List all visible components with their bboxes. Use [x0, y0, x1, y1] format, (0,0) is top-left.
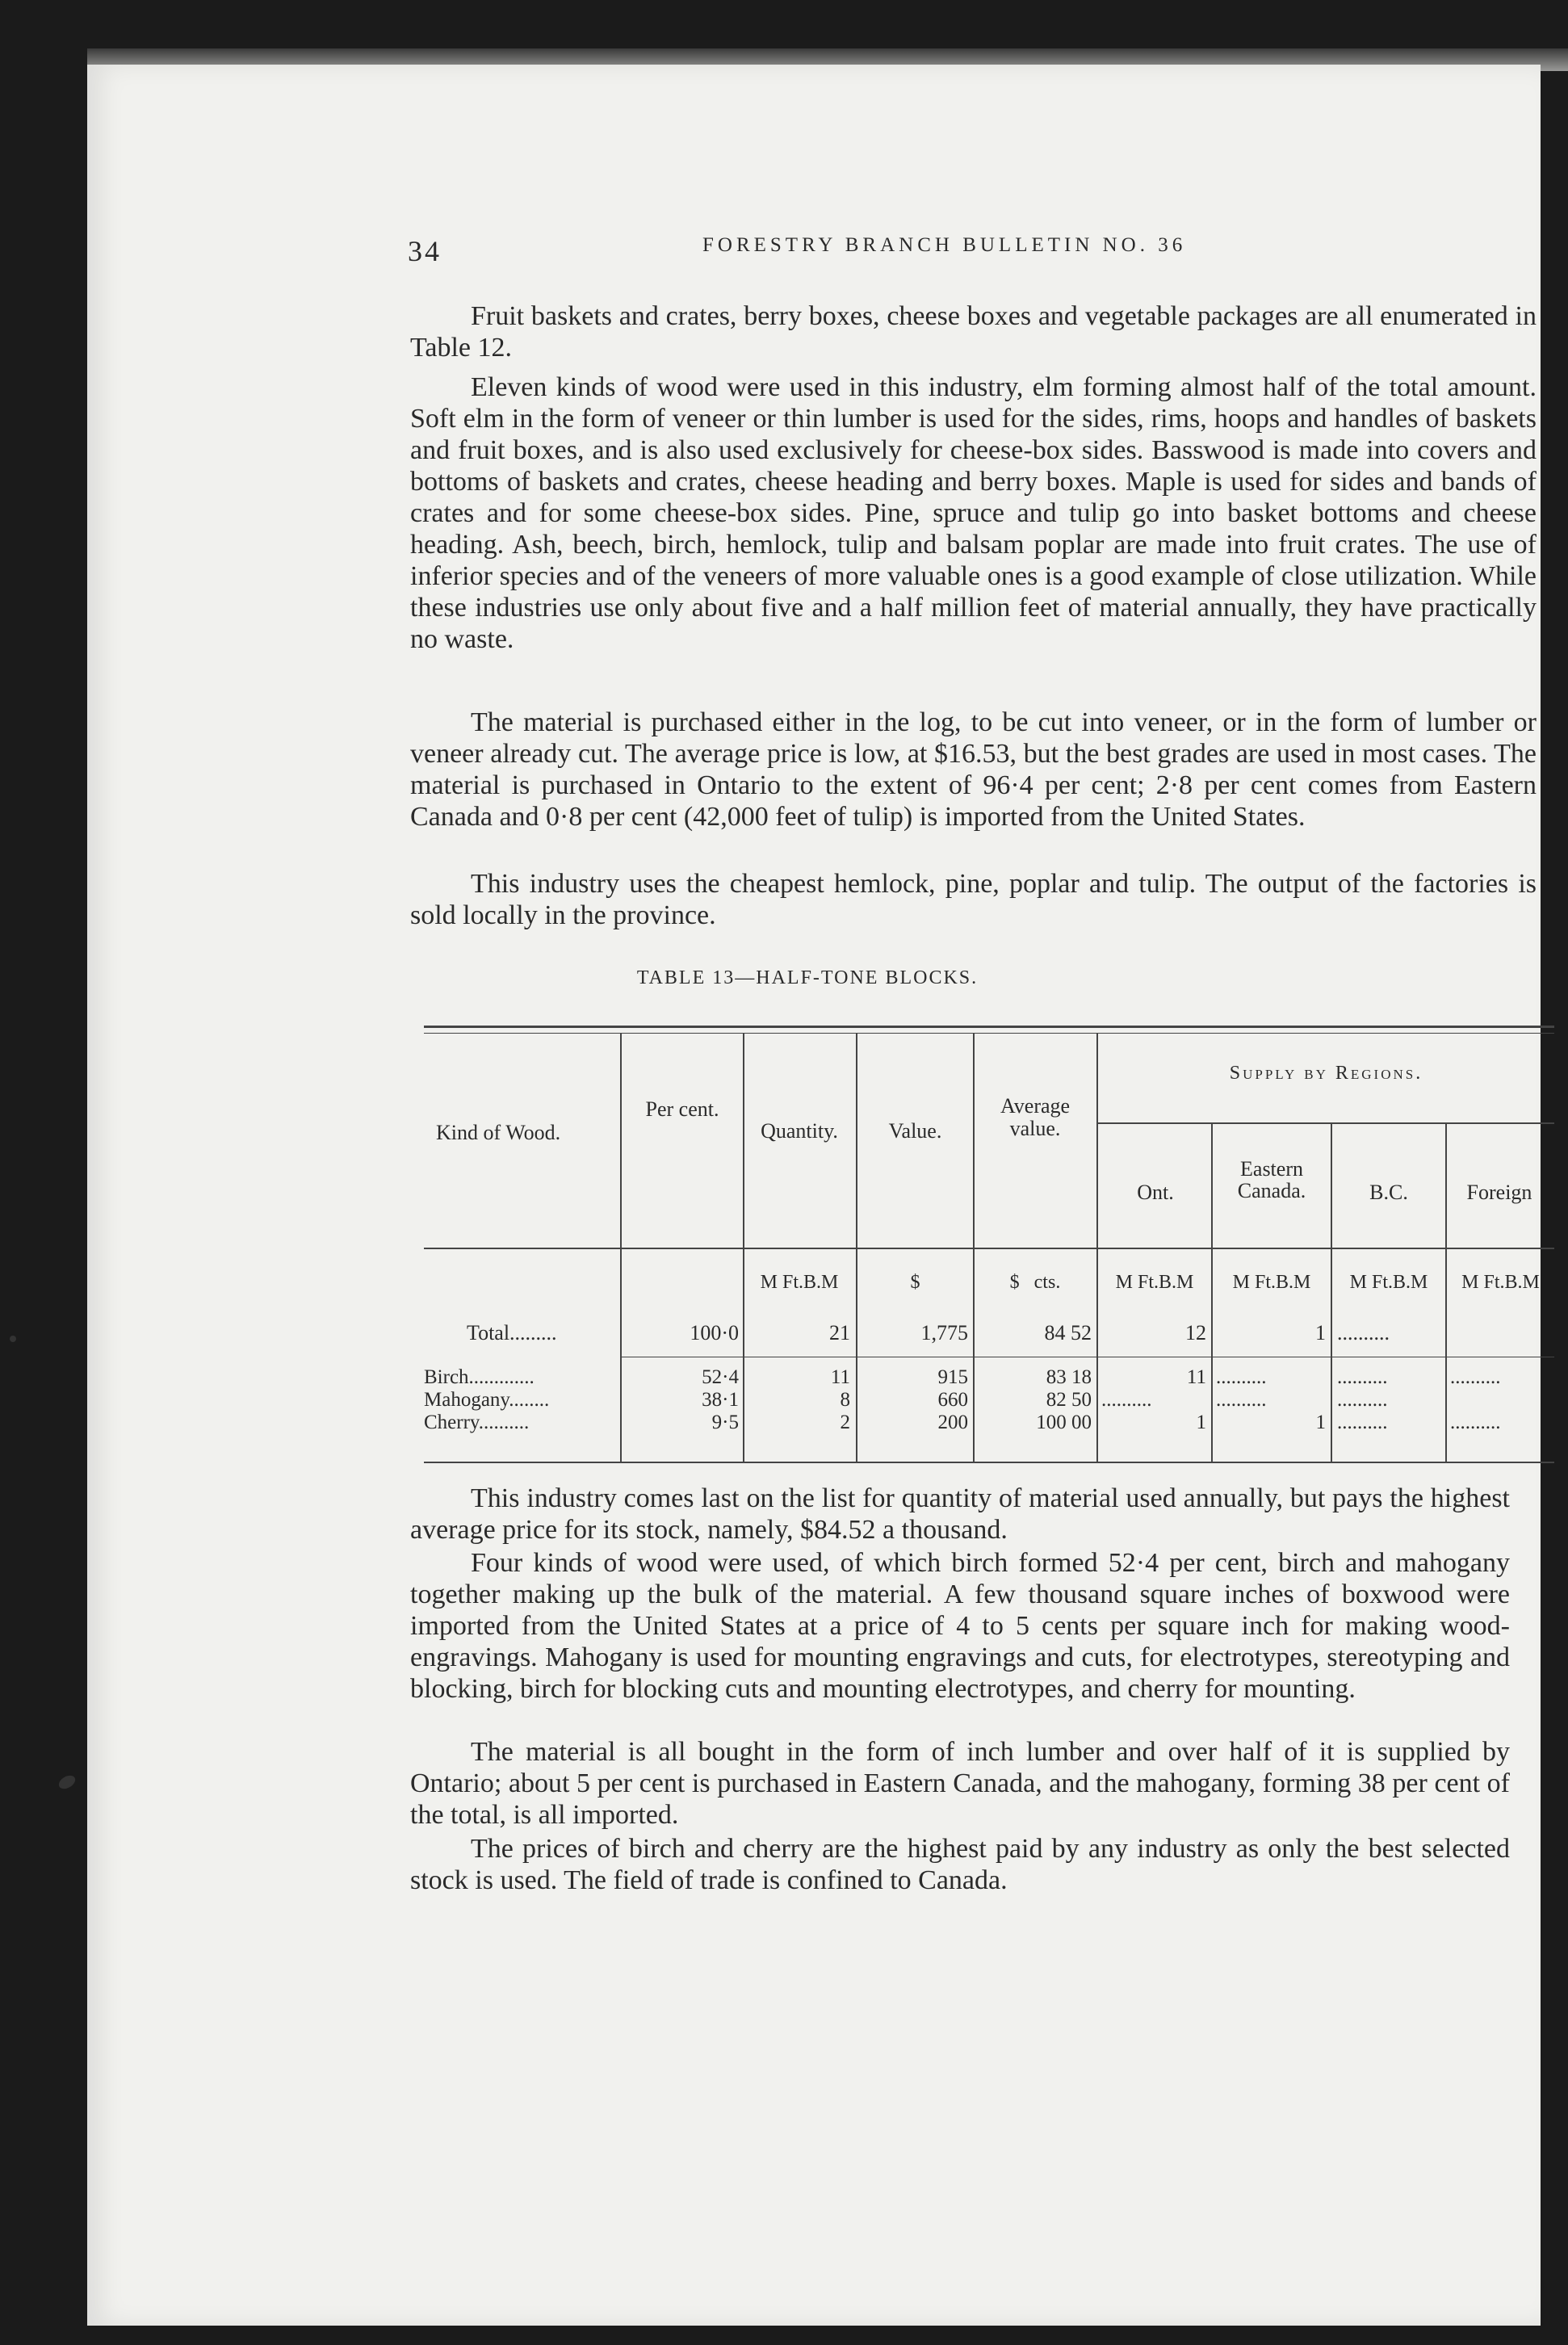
row-quantity: 8: [840, 1389, 850, 1411]
header-kind: Kind of Wood.: [436, 1121, 561, 1144]
header-supply-by-regions: Supply by Regions.: [1229, 1063, 1423, 1084]
row-value: 200: [937, 1412, 968, 1433]
total-value: 1,775: [920, 1321, 968, 1344]
row-eastern-canada: ..........: [1216, 1366, 1267, 1388]
row-ont: ..........: [1101, 1389, 1152, 1411]
scan-artifact: [10, 1336, 16, 1342]
header-quantity: Quantity.: [761, 1119, 838, 1143]
table-title: TABLE 13—HALF-TONE BLOCKS.: [636, 967, 979, 988]
total-per-cent: 100·0: [690, 1321, 739, 1344]
row-value: 660: [937, 1389, 968, 1411]
row-per-cent: 52·4: [702, 1366, 739, 1388]
row-average-value: 100 00: [1036, 1412, 1092, 1433]
header-eastern-canada: Eastern Canada.: [1237, 1157, 1306, 1202]
row-bc: ..........: [1337, 1412, 1388, 1433]
unit-eastern-canada: M Ft.B.M: [1232, 1272, 1311, 1293]
row-kind: Birch.............: [424, 1366, 535, 1388]
row-ont: 1: [1196, 1412, 1206, 1433]
unit-ont: M Ft.B.M: [1115, 1272, 1194, 1293]
row-ont: 11: [1186, 1366, 1206, 1388]
paragraph: The material is purchased either in the log, to be cut into veneer, or in the form of lumber or veneer already cut. The average price is low, at $16.53, but the best grades are used in most cases. The material is purchased in Ontario to the extent of 96·4 per cent; 2·8 per cent comes from Eastern Canada and 0·8 per cent (42,000 feet of tulip) is imported from the United States.: [410, 707, 1537, 832]
total-label: Total.........: [467, 1321, 557, 1344]
row-average-value: 83 18: [1046, 1366, 1092, 1388]
row-foreign: ..........: [1450, 1366, 1501, 1388]
row-per-cent: 38·1: [702, 1389, 739, 1411]
row-kind: Cherry..........: [424, 1412, 530, 1433]
header-ont: Ont.: [1137, 1181, 1174, 1204]
paragraph: The prices of birch and cherry are the highest paid by any industry as only the best selected stock is used. The field of trade is confined to Canada.: [410, 1834, 1510, 1895]
header-foreign: Foreign: [1466, 1181, 1532, 1204]
total-bc: ..........: [1337, 1321, 1390, 1344]
row-eastern-canada: ..........: [1216, 1389, 1267, 1411]
unit-value: $: [910, 1272, 920, 1293]
row-quantity: 2: [840, 1412, 850, 1433]
unit-bc: M Ft.B.M: [1349, 1272, 1428, 1293]
paragraph: Fruit baskets and crates, berry boxes, cheese boxes and vegetable packages are all enumerated in Table 12.: [410, 301, 1537, 363]
row-bc: ..........: [1337, 1366, 1388, 1388]
total-quantity: 21: [829, 1321, 850, 1344]
total-ont: 12: [1185, 1321, 1206, 1344]
row-eastern-canada: 1: [1315, 1412, 1326, 1433]
row-bc: ..........: [1337, 1389, 1388, 1411]
paragraph: Eleven kinds of wood were used in this industry, elm forming almost half of the total amount. Soft elm in the form of veneer or thin lumber is used for the sides, rims, hoops and handles of baskets and fruit boxes, and is also used exclusively for cheese-box sides. Basswood is made into covers and bottoms of baskets and crates, cheese heading and berry boxes. Maple is used for sides and bands of crates and for some cheese-box sides. Pine, spruce and tulip go into basket bottoms and cheese heading. Ash, beech, birch, hemlock, tulip and balsam poplar are made into fruit crates. The use of inferior species and of the veneers of more valuable ones is a good example of close utilization. While these industries use only about five and a half million feet of material annually, they have practically no waste.: [410, 372, 1537, 654]
row-kind: Mahogany........: [424, 1389, 550, 1411]
running-title: FORESTRY BRANCH BULLETIN NO. 36: [702, 234, 1187, 256]
header-value: Value.: [888, 1119, 942, 1143]
row-quantity: 11: [830, 1366, 850, 1388]
row-foreign: ..........: [1450, 1412, 1501, 1433]
header-average-value: Average value.: [1000, 1094, 1071, 1140]
row-average-value: 82 50: [1046, 1389, 1092, 1411]
paragraph: This industry uses the cheapest hemlock, pine, poplar and tulip. The output of the factories is sold locally in the province.: [410, 869, 1537, 930]
header-bc: B.C.: [1369, 1181, 1408, 1204]
paragraph: The material is all bought in the form of inch lumber and over half of it is supplied by Ontario; about 5 per cent is purchased in Eastern Canada, and the mahogany, forming 38 per cent of the total, is all imported.: [410, 1737, 1510, 1830]
header-per-cent: Per cent.: [645, 1097, 719, 1121]
row-value: 915: [937, 1366, 968, 1388]
total-eastern-canada: 1: [1315, 1321, 1326, 1344]
paragraph: Four kinds of wood were used, of which birch formed 52·4 per cent, birch and mahogany together making up the bulk of the material. A few thousand square inches of boxwood were imported from the United States at a price of 4 to 5 cents per square inch for making wood-engravings. Mahogany is used for mounting engravings and cuts, for electrotypes, stereotyping and blocking, birch for blocking cuts and mounting electrotypes, and cherry for mounting.: [410, 1548, 1510, 1704]
page-number: 34: [408, 235, 442, 267]
total-average-value: 84 52: [1044, 1321, 1092, 1344]
unit-quantity: M Ft.B.M: [760, 1272, 839, 1293]
scan-artifact: [57, 1772, 78, 1791]
paragraph: This industry comes last on the list for quantity of material used annually, but pays the highest average price for its stock, namely, $84.52 a thousand.: [410, 1483, 1510, 1545]
row-per-cent: 9·5: [711, 1412, 739, 1433]
unit-foreign: M Ft.B.M: [1461, 1272, 1540, 1293]
unit-average-value: $ cts.: [1009, 1272, 1061, 1293]
